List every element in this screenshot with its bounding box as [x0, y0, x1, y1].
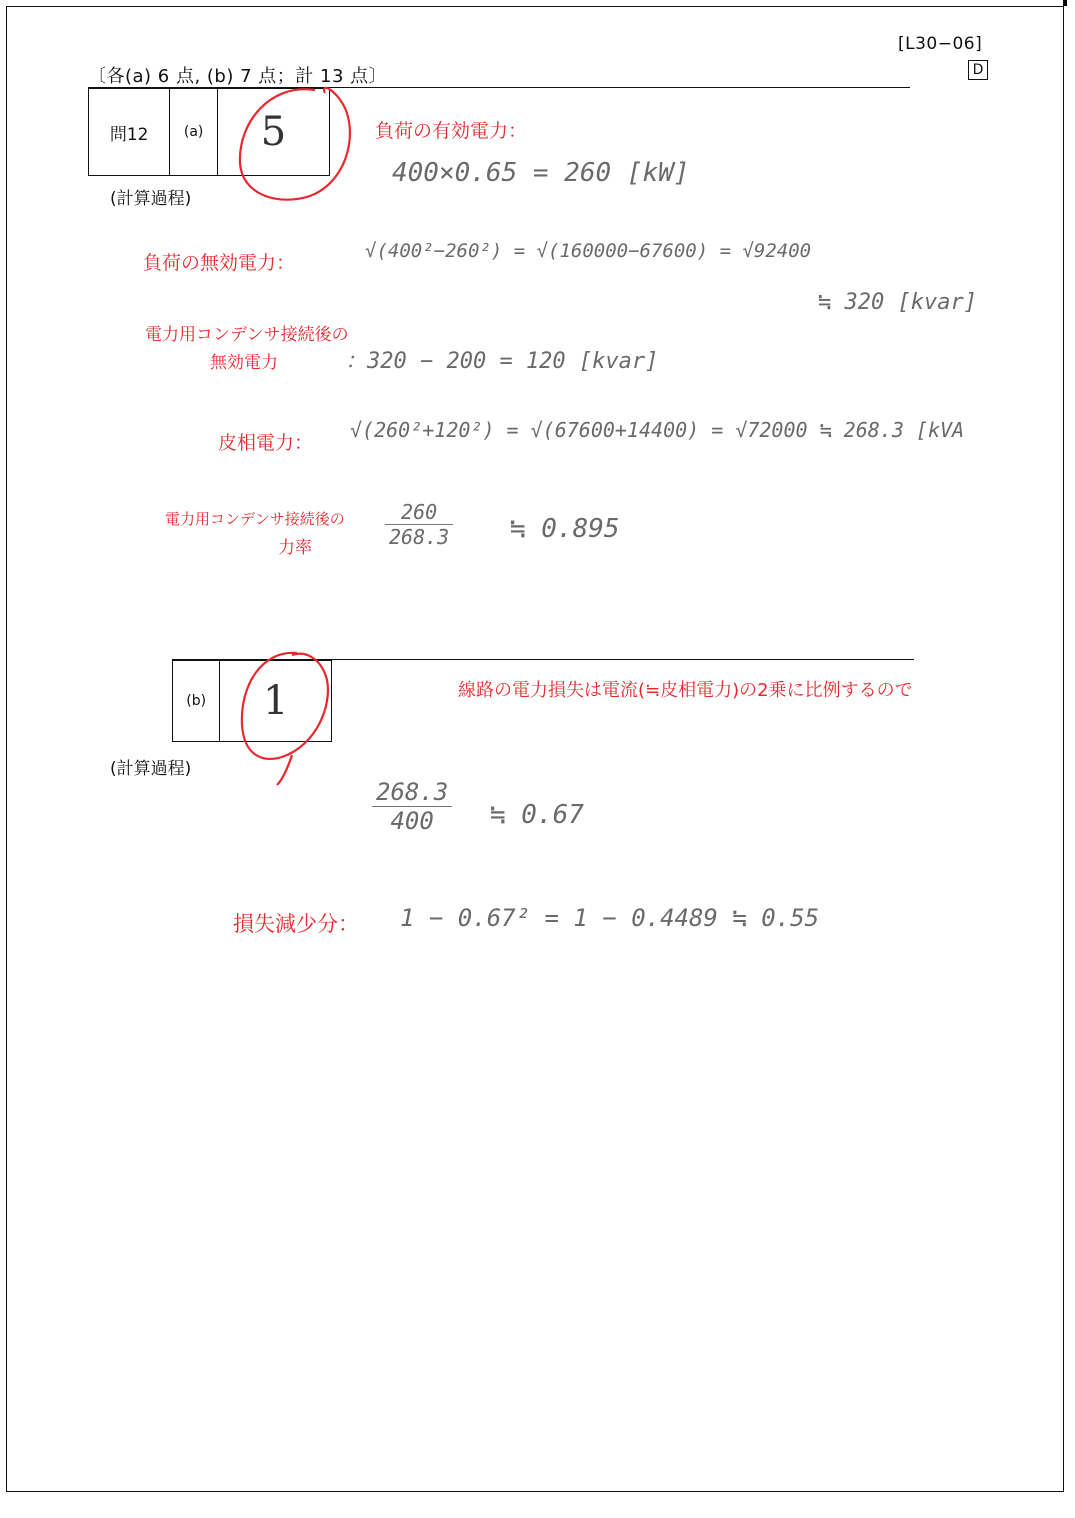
note-reactive-power-result: ≒ 320 [kvar] — [818, 290, 977, 315]
note-apparent-power-label: 皮相電力： — [218, 432, 314, 454]
note-active-power-work: 400×0.65 = 260 [kW] — [392, 158, 690, 188]
note-power-factor-label-1: 電力用コンデンサ接続後の — [165, 510, 345, 528]
note-power-factor-numerator: 260 — [385, 500, 453, 525]
question-number: 問12 — [89, 89, 170, 175]
note-current-ratio-denominator: 400 — [390, 807, 434, 835]
note-apparent-power-work: √(260²+120²) = √(67600+14400) = √72000 ≒ 268.3 [kVA — [350, 418, 965, 442]
note-line-loss-reason: 線路の電力損失は電流(≒皮相電力)の2乗に比例するので — [458, 680, 913, 701]
note-capacitor-label-2: 無効電力 — [210, 353, 278, 373]
note-current-ratio-numerator: 268.3 — [372, 778, 452, 807]
grade-mark: D — [968, 60, 988, 80]
answer-circle-a — [230, 78, 360, 208]
note-current-ratio-fraction — [372, 778, 452, 835]
corner-mark — [1063, 0, 1067, 6]
answer-circle-b — [232, 645, 342, 795]
note-power-factor-fraction — [385, 500, 453, 549]
note-capacitor-work: ：320 − 200 = 120 [kvar] — [345, 349, 659, 374]
page-code: [L30−06] — [898, 34, 983, 54]
part-b-label: (b) — [173, 661, 220, 741]
note-current-ratio-result: ≒ 0.67 — [490, 800, 584, 830]
note-loss-reduction-work: 1 − 0.67² = 1 − 0.4489 ≒ 0.55 — [400, 904, 820, 932]
score-note: 〔各(a) 6 点, (b) 7 点；計 13 点〕 — [88, 66, 388, 87]
part-a-label: (a) — [170, 89, 218, 175]
page-frame — [6, 6, 1064, 1492]
note-power-factor-denominator: 268.3 — [389, 525, 450, 549]
note-loss-reduction-label: 損失減少分： — [233, 912, 359, 936]
part-a-answer: 5 — [260, 109, 287, 155]
note-power-factor-result: ≒ 0.895 — [510, 514, 620, 544]
note-reactive-power-label: 負荷の無効電力： — [143, 252, 296, 274]
note-capacitor-label-1: 電力用コンデンサ接続後の — [145, 325, 349, 345]
part-a-calc-label: (計算過程) — [110, 189, 192, 209]
part-b-answer: 1 — [262, 678, 289, 724]
note-power-factor-label-2: 力率 — [278, 538, 312, 558]
note-active-power-label: 負荷の有効電力： — [375, 120, 528, 142]
part-b-calc-label: (計算過程) — [110, 759, 192, 779]
note-reactive-power-work: √(400²−260²) = √(160000−67600) = √92400 — [365, 240, 812, 262]
